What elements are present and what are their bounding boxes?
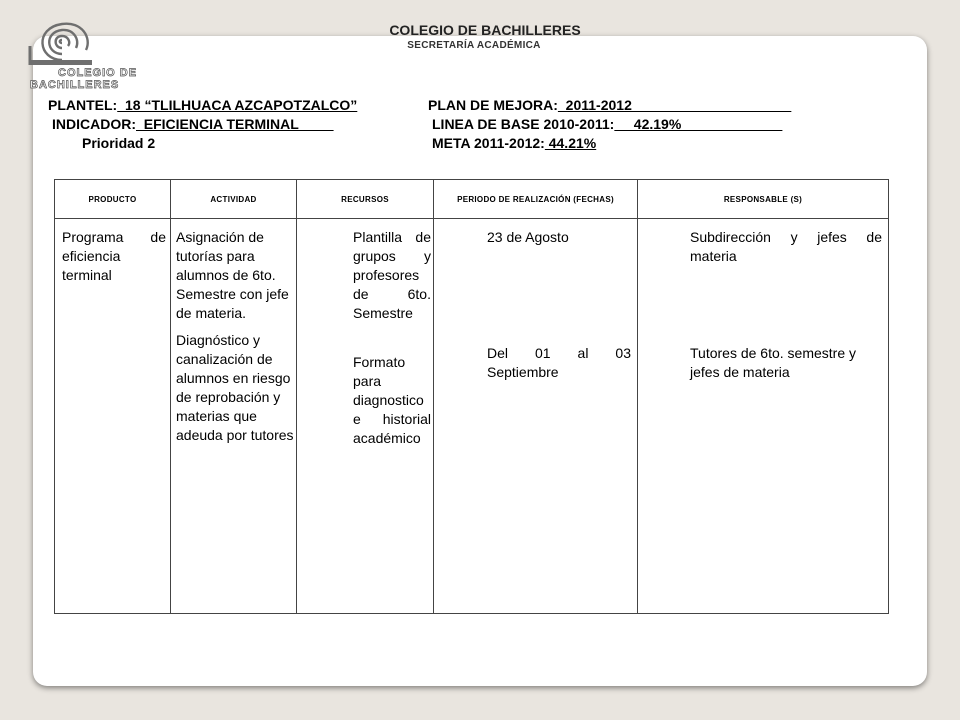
department-name: SECRETARÍA ACADÉMICA [407, 40, 541, 51]
linea-label: LINEA DE BASE 2010-2011: [432, 116, 615, 132]
actividad-1: Asignación de tutorías para alumnos de 6to. Semestre con jefe de materia. [176, 229, 289, 321]
plan-line [428, 97, 791, 113]
header-responsable: RESPONSABLE (S) [638, 180, 889, 219]
responsable-2: Tutores de 6to. semestre y jefes de materia [690, 345, 856, 380]
logo-line-2: BACHILLERES [30, 79, 120, 91]
header-actividad: ACTIVIDAD [171, 180, 297, 219]
plan-value: 2011-2012 [557, 97, 792, 113]
linea-value: 42.19% [614, 116, 783, 132]
plan-label: PLAN DE MEJORA: [428, 97, 558, 113]
logo-line-1: COLEGIO DE [58, 67, 138, 79]
improvement-plan-table [54, 179, 889, 614]
header-recursos: RECURSOS [297, 180, 434, 219]
producto-text: Programa de eficiencia terminal [62, 229, 166, 283]
plantel-line [48, 97, 357, 113]
prioridad-text: Prioridad 2 [82, 135, 156, 151]
meta-line [432, 135, 596, 151]
periodo-2: Del 01 al 03 Septiembre [487, 345, 631, 380]
periodo-1: 23 de Agosto [487, 229, 569, 245]
table-header-row [55, 180, 889, 219]
producto-cell [55, 219, 171, 614]
recursos-cell [297, 219, 434, 614]
recurso-1: Plantilla de grupos y profesores de 6to. Semestre [353, 229, 431, 321]
responsable-1: Subdirección y jefes de materia [690, 229, 882, 264]
table-row [55, 219, 889, 614]
plantel-value: 18 “TLILHUACA AZCAPOTZALCO” [117, 97, 358, 113]
meta-label: META 2011-2012: [432, 135, 545, 151]
plantel-label: PLANTEL: [48, 97, 118, 113]
indicador-value: EFICIENCIA TERMINAL [136, 116, 334, 132]
responsable-cell [638, 219, 889, 614]
actividad-2: Diagnóstico y canalización de alumnos en riesgo de reprobación y materias que adeuda por tutores [176, 332, 294, 443]
header-periodo: PERIODO DE REALIZACIÓN (FECHAS) [434, 180, 638, 219]
indicador-line [52, 116, 334, 132]
school-name: COLEGIO DE BACHILLERES [389, 22, 581, 38]
recurso-2: Formato para diagnostico e historial académico [353, 354, 431, 446]
periodo-cell [434, 219, 638, 614]
indicador-label: INDICADOR: [52, 116, 136, 132]
header-producto: PRODUCTO [55, 180, 171, 219]
linea-line [432, 116, 782, 132]
actividad-cell [171, 219, 297, 614]
meta-value: 44.21% [544, 135, 597, 151]
